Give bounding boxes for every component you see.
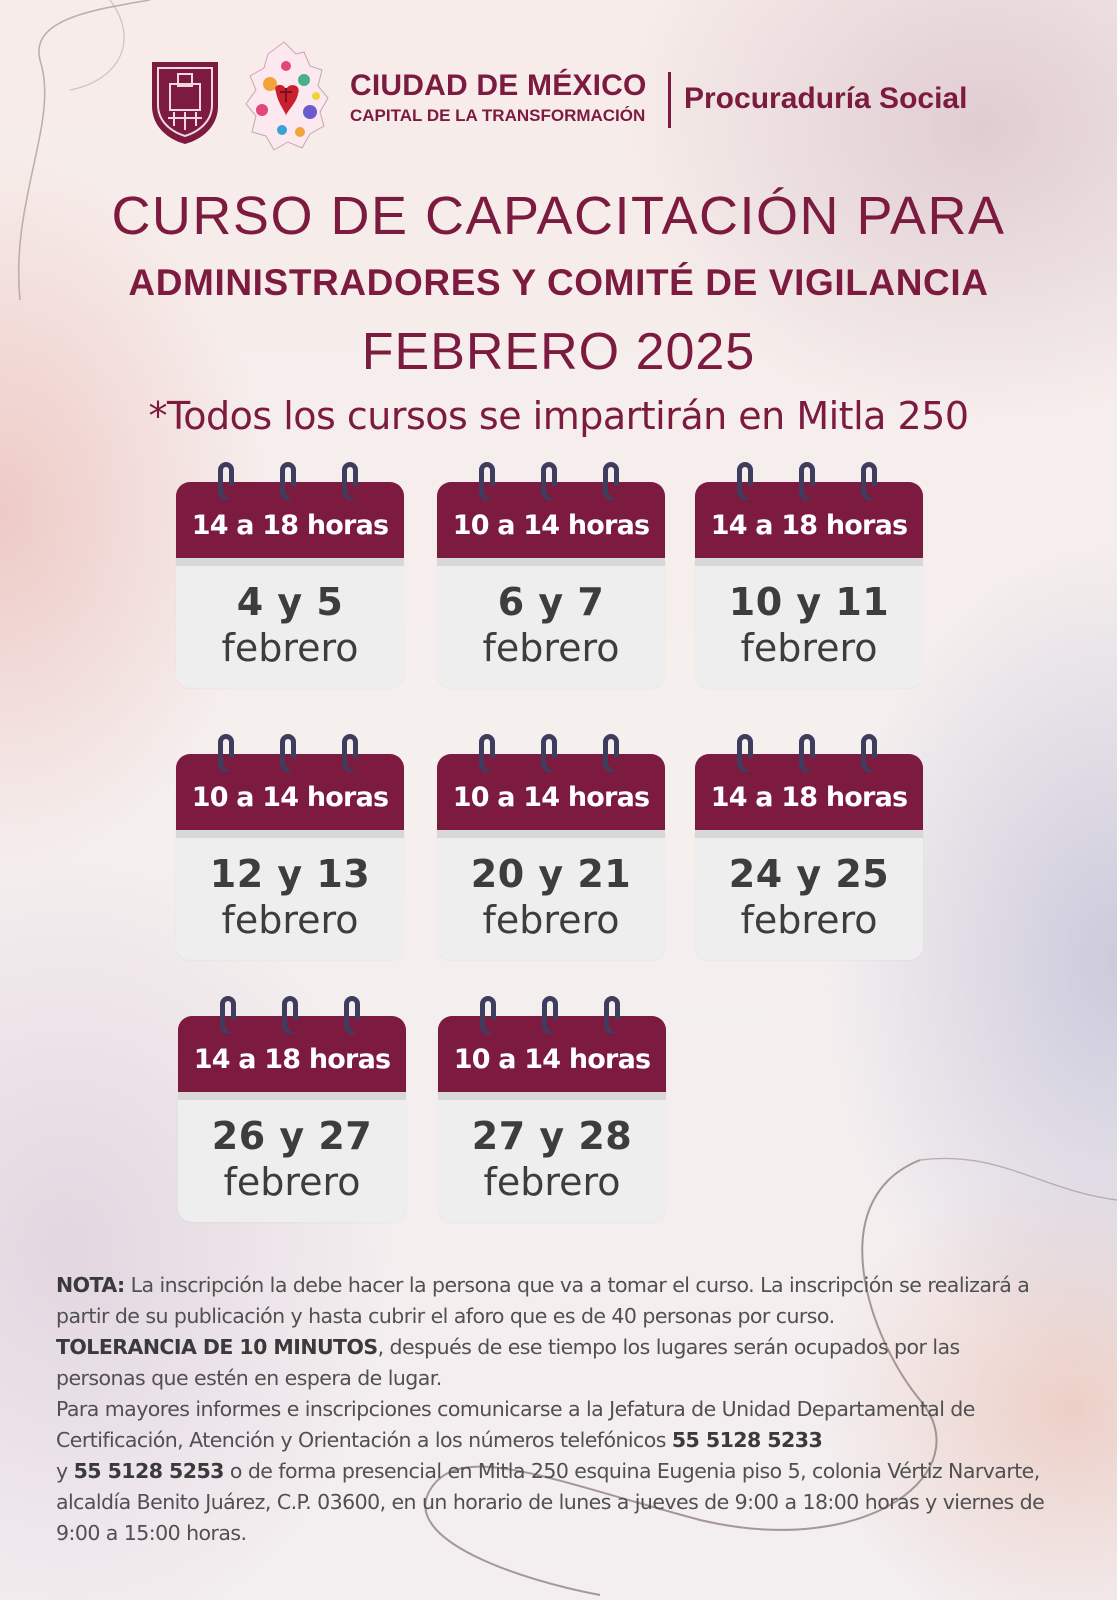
brand-block xyxy=(350,70,647,128)
session-hours: 14 a 18 horas xyxy=(193,1044,391,1075)
cdmx-heart-map-logo xyxy=(244,40,330,152)
calendar-ring-icon xyxy=(280,462,296,500)
calendar-ring-icon xyxy=(799,734,815,772)
calendar-ring-icon xyxy=(218,734,234,772)
calendar-ring-icon xyxy=(541,462,557,500)
session-days: 26 y 27 xyxy=(211,1114,373,1158)
calendar-ring-icon xyxy=(480,996,496,1034)
brand-title: CIUDAD DE MÉXICO xyxy=(350,69,647,102)
session-card xyxy=(178,996,406,1222)
session-card xyxy=(437,734,665,960)
page-header xyxy=(0,40,1117,150)
session-card xyxy=(176,462,404,688)
agency-name: Procuraduría Social xyxy=(684,82,968,115)
calendar-ring-icon xyxy=(342,734,358,772)
brand-divider xyxy=(668,72,671,128)
note-label: NOTA: xyxy=(56,1273,125,1297)
calendar-ring-icon xyxy=(603,462,619,500)
page-title-audience: ADMINISTRADORES Y COMITÉ DE VIGILANCIA xyxy=(128,262,989,303)
session-days: 10 y 11 xyxy=(728,580,890,624)
note-text-and: y xyxy=(56,1459,74,1483)
page-title-month: FEBRERO 2025 xyxy=(361,323,756,381)
session-month: febrero xyxy=(740,626,878,670)
session-card xyxy=(176,734,404,960)
session-hours: 10 a 14 horas xyxy=(191,782,389,813)
cdmx-shield-logo xyxy=(148,58,222,146)
calendar-ring-icon xyxy=(737,462,753,500)
calendar-ring-icon xyxy=(218,462,234,500)
note-text-registration: La inscripción la debe hacer la persona que va a tomar el curso. La inscripción se realizará a partir de su publicación y hasta cubrir el aforo que es de 40 personas por curso. xyxy=(56,1273,1030,1328)
calendar-ring-icon xyxy=(479,462,495,500)
calendar-ring-icon xyxy=(861,734,877,772)
note-text-tolerance: , después de ese tiempo los lugares serán ocupados por las personas que estén en espera de lugar. xyxy=(56,1335,960,1390)
session-days: 24 y 25 xyxy=(728,852,890,896)
session-month: febrero xyxy=(482,626,620,670)
session-month: febrero xyxy=(740,898,878,942)
session-hours: 10 a 14 horas xyxy=(453,1044,651,1075)
session-days: 20 y 21 xyxy=(470,852,632,896)
calendar-ring-icon xyxy=(542,996,558,1034)
calendar-ring-icon xyxy=(479,734,495,772)
phone-number-1: 55 5128 5233 xyxy=(671,1428,823,1452)
session-days: 4 y 5 xyxy=(236,580,344,624)
registration-note xyxy=(56,1270,1046,1549)
session-card xyxy=(438,996,666,1222)
session-hours: 14 a 18 horas xyxy=(710,782,908,813)
calendar-ring-icon xyxy=(541,734,557,772)
note-text-address: o de forma presencial en Mitla 250 esquina Eugenia piso 5, colonia Vértiz Narvarte, alcaldía Benito Juárez, C.P. 03600, en un horario de lunes a jueves de 9:00 a 18:00 horas y viernes de 9:00 a 15:00 horas. xyxy=(56,1459,1045,1545)
calendar-ring-icon xyxy=(220,996,236,1034)
session-days: 6 y 7 xyxy=(497,580,605,624)
location-subtitle: *Todos los cursos se impartirán en Mitla 250 xyxy=(148,394,969,438)
session-hours: 10 a 14 horas xyxy=(452,782,650,813)
session-hours: 14 a 18 horas xyxy=(191,510,389,541)
session-card xyxy=(695,462,923,688)
calendar-ring-icon xyxy=(604,996,620,1034)
calendar-ring-icon xyxy=(737,734,753,772)
session-month: febrero xyxy=(482,898,620,942)
calendar-ring-icon xyxy=(342,462,358,500)
calendar-ring-icon xyxy=(280,734,296,772)
brand-tagline: CAPITAL DE LA TRANSFORMACIÓN xyxy=(350,106,646,125)
session-card xyxy=(695,734,923,960)
session-card xyxy=(437,462,665,688)
session-month: febrero xyxy=(223,1160,361,1204)
session-hours: 14 a 18 horas xyxy=(710,510,908,541)
calendar-ring-icon xyxy=(603,734,619,772)
page-title: CURSO DE CAPACITACIÓN PARA xyxy=(111,186,1006,246)
phone-number-2: 55 5128 5253 xyxy=(73,1459,224,1483)
note-text-contact: Para mayores informes e inscripciones comunicarse a la Jefatura de Unidad Departamental de Certificación, Atención y Orientación a los números telefónicos xyxy=(56,1397,975,1452)
tolerance-label: TOLERANCIA DE 10 MINUTOS xyxy=(56,1335,378,1359)
session-days: 27 y 28 xyxy=(471,1114,633,1158)
calendar-ring-icon xyxy=(861,462,877,500)
session-month: febrero xyxy=(483,1160,621,1204)
calendar-ring-icon xyxy=(344,996,360,1034)
calendar-ring-icon xyxy=(282,996,298,1034)
session-days: 12 y 13 xyxy=(209,852,371,896)
session-hours: 10 a 14 horas xyxy=(452,510,650,541)
session-month: febrero xyxy=(221,898,359,942)
calendar-ring-icon xyxy=(799,462,815,500)
session-month: febrero xyxy=(221,626,359,670)
